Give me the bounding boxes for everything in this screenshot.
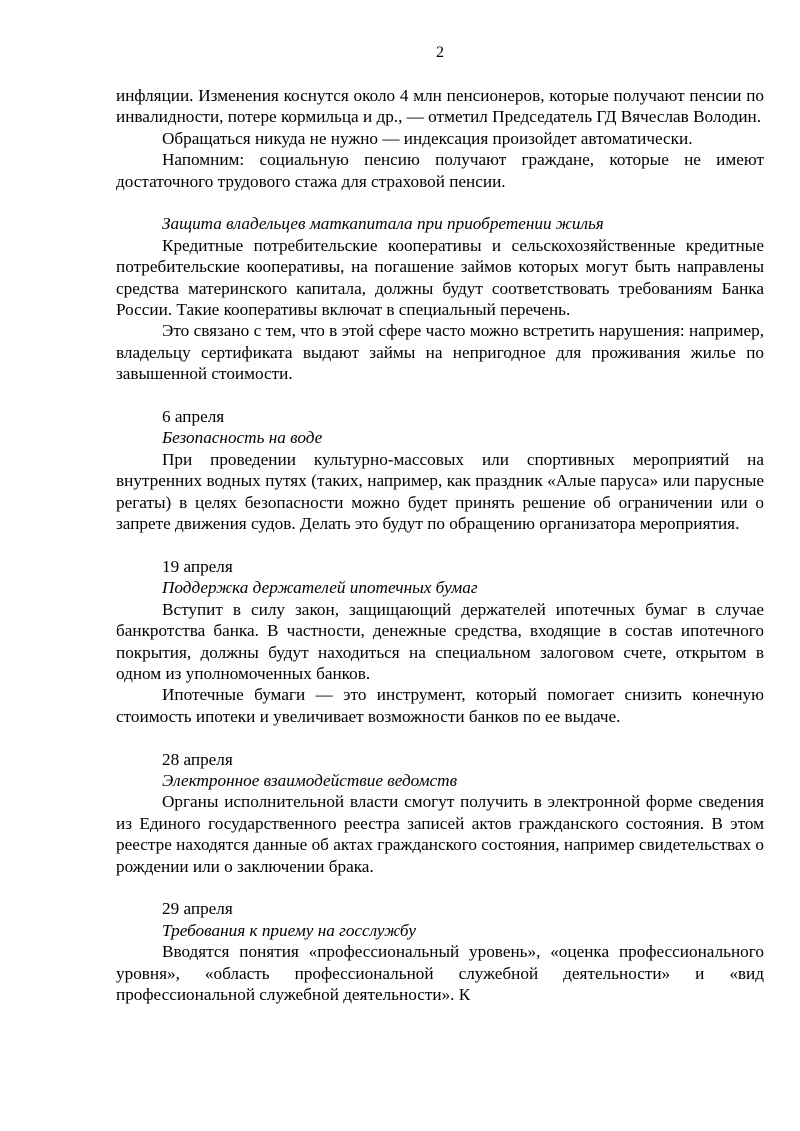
section-gap bbox=[116, 385, 764, 406]
paragraph: Кредитные потребительские кооперативы и сельскохозяйственные кредитные потребительские кооперативы, на погашение займов которых могут быть направлены средства материнского капитала, должны будут соответствовать требованиям Банка России. Такие кооперативы включат в специальный перечень. bbox=[116, 235, 764, 320]
paragraph: инфляции. Изменения коснутся около 4 млн пенсионеров, которые получают пенсии по инвалидности, потере кормильца и др., — отметил Председатель ГД Вячеслав Володин. bbox=[116, 86, 764, 127]
section-date: 28 апреля bbox=[162, 749, 233, 769]
paragraph: Ипотечные бумаги — это инструмент, который помогает снизить конечную стоимость ипотеки и увеличивает возможности банков по ее выдаче. bbox=[116, 685, 764, 726]
section-date: 29 апреля bbox=[162, 899, 233, 919]
section-gap bbox=[116, 727, 764, 748]
section-water-safety bbox=[116, 406, 764, 534]
section-heading: Электронное взаимодействие ведомств bbox=[162, 770, 458, 790]
section-heading: Защита владельцев маткапитала при приобретении жилья bbox=[162, 214, 604, 234]
paragraph: При проведении культурно-массовых или спортивных мероприятий на внутренних водных путях (таких, например, как праздник «Алые паруса» или парусные регаты) в целях безопасности можно будет принять решение об ограничении или о запрете движения судов. Делать это будут по обращению организатора мероприятия. bbox=[116, 449, 764, 534]
section-mortgage-securities bbox=[116, 556, 764, 727]
paragraph: Вводятся понятия «профессиональный уровень», «оценка профессионального уровня», «область профессиональной служебной деятельности» и «вид профессиональной служебной деятельности». К bbox=[116, 942, 764, 1004]
section-gap bbox=[116, 192, 764, 213]
section-heading: Требования к приему на госслужбу bbox=[162, 920, 416, 940]
section-date: 6 апреля bbox=[162, 407, 225, 427]
paragraph: Это связано с тем, что в этой сфере часто можно встретить нарушения: например, владельцу сертификата выдают займы на непригодное для проживания жилье по завышенной стоимости. bbox=[116, 321, 764, 384]
section-gap bbox=[116, 877, 764, 898]
section-heading: Безопасность на воде bbox=[162, 428, 323, 448]
section-date: 19 апреля bbox=[162, 556, 233, 576]
section-civil-service-requirements bbox=[116, 898, 764, 1005]
section-maternity-capital bbox=[116, 213, 764, 384]
paragraph: Вступит в силу закон, защищающий держателей ипотечных бумаг в случае банкротства банка. В частности, денежные средства, входящие в состав ипотечного покрытия, должны будут находиться на специальном залоговом счете, открытом в одном из уполномоченных банков. bbox=[116, 599, 764, 683]
paragraph: Органы исполнительной власти смогут получить в электронной форме сведения из Единого государственного реестра записей актов гражданского состояния. В этом реестре находятся данные об актах гражданского состояния, например свидетельствах о рождении или о заключении брака. bbox=[116, 792, 764, 876]
section-gap bbox=[116, 535, 764, 556]
paragraph: Обращаться никуда не нужно — индексация произойдет автоматически. bbox=[162, 128, 693, 148]
page-number: 2 bbox=[436, 44, 444, 61]
section-electronic-interaction bbox=[116, 749, 764, 877]
paragraph: Напомним: социальную пенсию получают граждане, которые не имеют достаточного трудового стажа для страховой пенсии. bbox=[116, 150, 764, 191]
section-heading: Поддержка держателей ипотечных бумаг bbox=[162, 578, 478, 598]
document-page bbox=[116, 42, 764, 1005]
